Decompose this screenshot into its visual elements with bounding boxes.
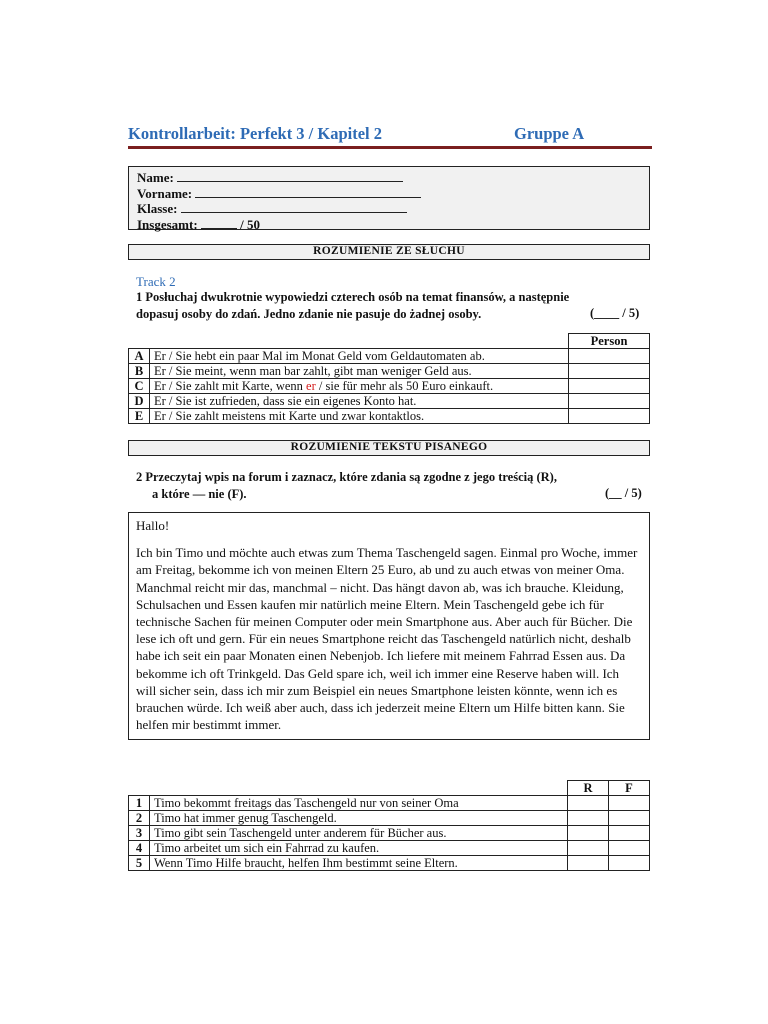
r-column-header: R [568, 781, 609, 796]
r-answer-cell[interactable] [568, 856, 609, 871]
table-row [129, 409, 650, 424]
row-statement: Timo bekommt freitags das Taschengeld nur von seiner Oma [150, 796, 568, 811]
row-statement: Er / Sie hebt ein paar Mal im Monat Geld vom Geldautomaten ab. [150, 349, 569, 364]
task1-line2: dopasuj osoby do zdań. Jedno zdanie nie pasuje do żadnej osoby. [136, 307, 482, 321]
insgesamt-field[interactable] [201, 217, 237, 229]
track-label: Track 2 [136, 274, 176, 289]
f-answer-cell[interactable] [609, 796, 650, 811]
table-row [129, 796, 650, 811]
row-statement: Timo gibt sein Taschengeld unter anderem für Bücher aus. [150, 826, 568, 841]
person-answer-cell[interactable] [569, 379, 650, 394]
task1-instruction [136, 289, 569, 323]
f-answer-cell[interactable] [609, 811, 650, 826]
row-statement: Wenn Timo Hilfe braucht, helfen Ihm bestimmt seine Eltern. [150, 856, 568, 871]
r-answer-cell[interactable] [568, 796, 609, 811]
row-statement: Er / Sie meint, wenn man bar zahlt, gibt man weniger Geld aus. [150, 364, 569, 379]
row-statement: Er / Sie zahlt meistens mit Karte und zwar kontaktlos. [150, 409, 569, 424]
table-row [129, 856, 650, 871]
row-statement: Timo hat immer genug Taschengeld. [150, 811, 568, 826]
task1-score: (____ / 5) [590, 306, 640, 320]
task1-header-row [129, 334, 650, 349]
task2-table [128, 780, 650, 871]
student-info-box [128, 166, 650, 230]
row-letter: C [129, 379, 150, 394]
row-letter: D [129, 394, 150, 409]
row-letter: E [129, 409, 150, 424]
task2-line2: a które — nie (F). [152, 487, 247, 501]
f-column-header: F [609, 781, 650, 796]
section-reading-heading: ROZUMIENIE TEKSTU PISANEGO [128, 440, 650, 456]
table-row [129, 811, 650, 826]
f-answer-cell[interactable] [609, 826, 650, 841]
table-row [129, 841, 650, 856]
task1-table [128, 333, 650, 424]
person-answer-cell[interactable] [569, 364, 650, 379]
name-label: Name: [137, 170, 174, 185]
klasse-line [137, 201, 641, 217]
person-column-header: Person [569, 334, 650, 349]
insgesamt-total: / 50 [240, 216, 261, 232]
row-letter: B [129, 364, 150, 379]
group-label: Gruppe A [514, 124, 585, 143]
f-answer-cell[interactable] [609, 841, 650, 856]
title-divider [128, 146, 652, 149]
table-row [129, 394, 650, 409]
person-answer-cell[interactable] [569, 394, 650, 409]
forum-post-greeting: Hallo! [136, 518, 170, 533]
forum-post-box [128, 512, 650, 740]
klasse-field[interactable] [181, 201, 407, 213]
task2-score: (__ / 5) [605, 486, 642, 500]
r-answer-cell[interactable] [568, 826, 609, 841]
vorname-label: Vorname: [137, 185, 193, 201]
insgesamt-line [137, 217, 641, 233]
section-listening-heading: ROZUMIENIE ZE SŁUCHU [128, 244, 650, 260]
person-answer-cell[interactable] [569, 349, 650, 364]
task2-header-row [129, 781, 650, 796]
name-field[interactable] [177, 170, 403, 182]
task2-instruction [136, 469, 557, 503]
task2-line1: 2 Przeczytaj wpis na forum i zaznacz, które zdania są zgodne z jego treścią (R), [136, 470, 557, 484]
f-answer-cell[interactable] [609, 856, 650, 871]
row-statement: Er / Sie ist zufrieden, dass sie ein eigenes Konto hat. [150, 394, 569, 409]
name-line [137, 170, 641, 186]
table-row [129, 349, 650, 364]
table-row [129, 364, 650, 379]
r-answer-cell[interactable] [568, 811, 609, 826]
row-number: 1 [129, 796, 150, 811]
klasse-label: Klasse: [137, 201, 178, 216]
worksheet-title: Kontrollarbeit: Perfekt 3 / Kapitel 2 [128, 124, 383, 143]
row-number: 3 [129, 826, 150, 841]
row-statement: Timo arbeitet um sich ein Fahrrad zu kaufen. [150, 841, 568, 856]
row-number: 4 [129, 841, 150, 856]
row-letter: A [129, 349, 150, 364]
vorname-field[interactable] [195, 186, 421, 198]
table-row [129, 826, 650, 841]
row-statement: Er / Sie zahlt mit Karte, wenn er / sie für mehr als 50 Euro einkauft. [150, 379, 569, 394]
table-row [129, 379, 650, 394]
highlighted-word: er [306, 379, 316, 393]
row-number: 5 [129, 856, 150, 871]
vorname-line [137, 186, 641, 202]
row-number: 2 [129, 811, 150, 826]
worksheet-title-row [128, 124, 652, 144]
forum-post-body: Ich bin Timo und möchte auch etwas zum Thema Taschengeld sagen. Einmal pro Woche, immer am Freitag, bekomme ich von meinen Eltern 25 Euro, ab und zu auch etwas von meiner Oma. Manchmal reicht mir das, manchmal – nicht. Das hängt davon ab, was ich brauche. Kleidung, Schulsachen und Essen kaufen mir natürlich meine Eltern. Mein Taschengeld gebe ich für technische Sachen für meinen Computer oder mein Smartphone aus. Aber auch für Bücher. Die lese ich oft und gern. Für ein neues Smartphone reicht das Taschengeld natürlich nicht, deshalb habe ich seit ein paar Monaten einen Nebenjob. Ich liefere mit meinem Fahrrad Essen aus. Da bekomme ich oft Trinkgeld. Das Geld spare ich, weil ich immer eine Reserve haben will. Ich will sicher sein, dass ich mir zum Beispiel ein neues Smartphone leisten könnte, wenn ich es brauchen würde. Ich weiß aber auch, dass ich jederzeit meine Eltern um Hilfe bitten kann. Sie helfen mir bestimmt immer. [136, 545, 638, 733]
person-answer-cell[interactable] [569, 409, 650, 424]
r-answer-cell[interactable] [568, 841, 609, 856]
insgesamt-label: Insgesamt: [137, 216, 198, 232]
task1-line1: 1 Posłuchaj dwukrotnie wypowiedzi czterech osób na temat finansów, a następnie [136, 290, 570, 304]
